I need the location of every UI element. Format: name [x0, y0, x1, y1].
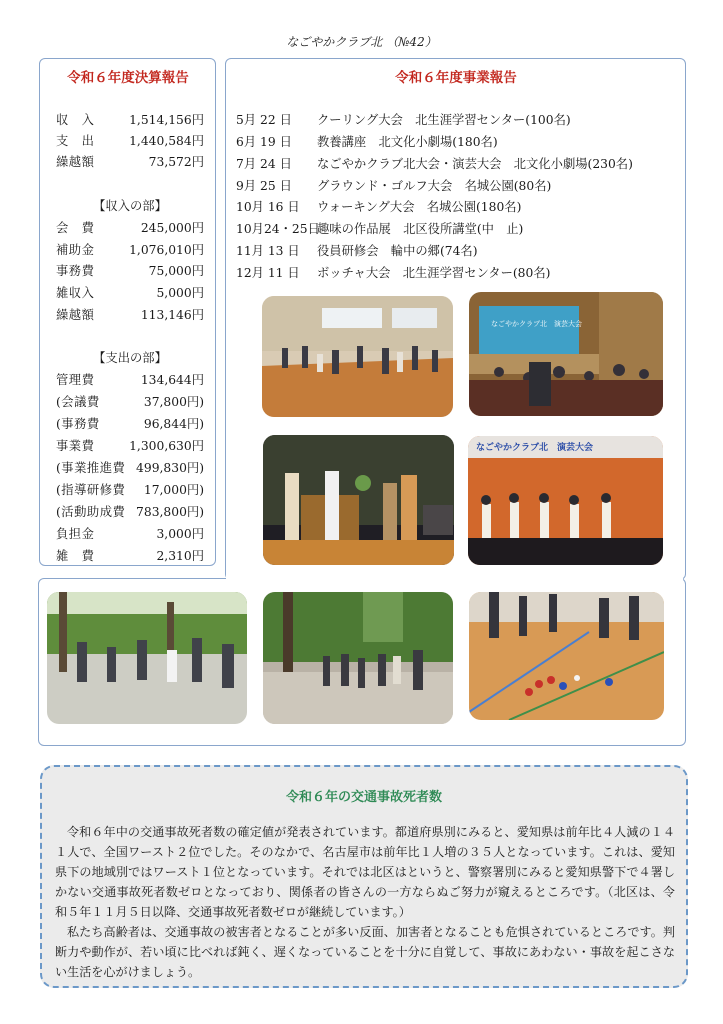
- panel-join: [226, 570, 683, 582]
- traffic-paragraph: 私たち高齢者は、交通事故の被害者となることが多い反面、加害者となることも危惧されているところです。判断力や動作が、若い頃に比べれば鈍く、遅くなっていることを十分に自覚して、事故にあわない・事故を起こさない生活を心がけましょう。: [55, 925, 675, 979]
- activity-row: 7月 24 日 なごやかクラブ北大会・演芸大会 北文化小劇場(230名): [236, 157, 633, 171]
- expense-row: (事業推進費 499,830円): [56, 461, 204, 475]
- expense-row: 負担金 3,000円: [56, 527, 204, 541]
- photo-boccia: [469, 592, 664, 720]
- expense-row: 雑 費 2,310円: [56, 549, 204, 563]
- income-row: 会 費 245,000円: [56, 221, 204, 235]
- activity-row: 10月24・25日趣味の作品展 北区役所講堂(中 止): [236, 222, 524, 236]
- traffic-body: [55, 822, 675, 982]
- finance-summary-row: 収 入 1,514,156円: [56, 113, 204, 127]
- expense-row: 事業費 1,300,630円: [56, 439, 204, 453]
- expense-heading: 【支出の部】: [93, 351, 167, 365]
- activities-title: 令和６年度事業報告: [395, 70, 517, 86]
- expense-row: (指導研修費 17,000円): [56, 483, 204, 497]
- traffic-paragraph: 令和６年中の交通事故死者数の確定値が発表されています。都道府県別にみると、愛知県は前年比４人減の１４１人で、全国ワースト２位でした。そのなかで、名古屋市は前年比１人増の３５人となっています。これは、愛知県下の地域別ではワースト１位となっています。それでは北区はというと、警察署別にみると愛知県警下で４署しかない交通事故死者数ゼロとなっており、関係者の皆さんの一方ならぬご努力が窺えるところです。（北区は、令和５年１１月５日以降、交通事故死者数ゼロが継続しています。）: [55, 825, 675, 919]
- screen-text: なごやかクラブ北 演芸大会: [491, 320, 582, 328]
- income-row: 繰越額 113,146円: [56, 308, 204, 322]
- activity-row: 12月 11 日 ボッチャ大会 北生涯学習センター(80名): [236, 266, 551, 280]
- photo-dance-performance: [468, 436, 663, 565]
- expense-row: 管理費 134,644円: [56, 373, 204, 387]
- photo-ground-golf: [47, 592, 247, 724]
- finance-summary-row: 繰越額 73,572円: [56, 155, 204, 169]
- activity-row: 6月 19 日 教養講座 北文化小劇場(180名): [236, 135, 498, 149]
- traffic-title: 令和６年の交通事故死者数: [285, 790, 442, 805]
- activity-row: 10月 16 日 ウォーキング大会 名城公園(180名): [236, 200, 522, 214]
- photo-lecture-hall: [469, 292, 663, 416]
- income-row: 雑収入 5,000円: [56, 286, 204, 300]
- expense-row: (活動助成費 783,800円): [56, 505, 204, 519]
- photo-award-ceremony: [263, 435, 454, 565]
- photo-walking-event: [263, 592, 453, 724]
- activity-row: 9月 25 日 グラウンド・ゴルフ大会 名城公園(80名): [236, 179, 552, 193]
- income-row: 補助金 1,076,010円: [56, 243, 204, 257]
- newsletter-header: なごやかクラブ北 （№42）: [286, 35, 437, 49]
- expense-row: (会議費 37,800円): [56, 395, 204, 409]
- finance-title: 令和６年度決算報告: [67, 70, 189, 86]
- banner-text: なごやかクラブ北 演芸大会: [476, 443, 594, 453]
- photo-gym-event: [262, 296, 453, 417]
- income-row: 事務費 75,000円: [56, 264, 204, 278]
- expense-row: (事務費 96,844円): [56, 417, 204, 431]
- income-heading: 【収入の部】: [93, 199, 167, 213]
- activity-row: 11月 13 日 役員研修会 輪中の郷(74名): [236, 244, 478, 258]
- activity-row: 5月 22 日 クーリング大会 北生涯学習センター(100名): [236, 113, 571, 127]
- finance-summary-row: 支 出 1,440,584円: [56, 134, 204, 148]
